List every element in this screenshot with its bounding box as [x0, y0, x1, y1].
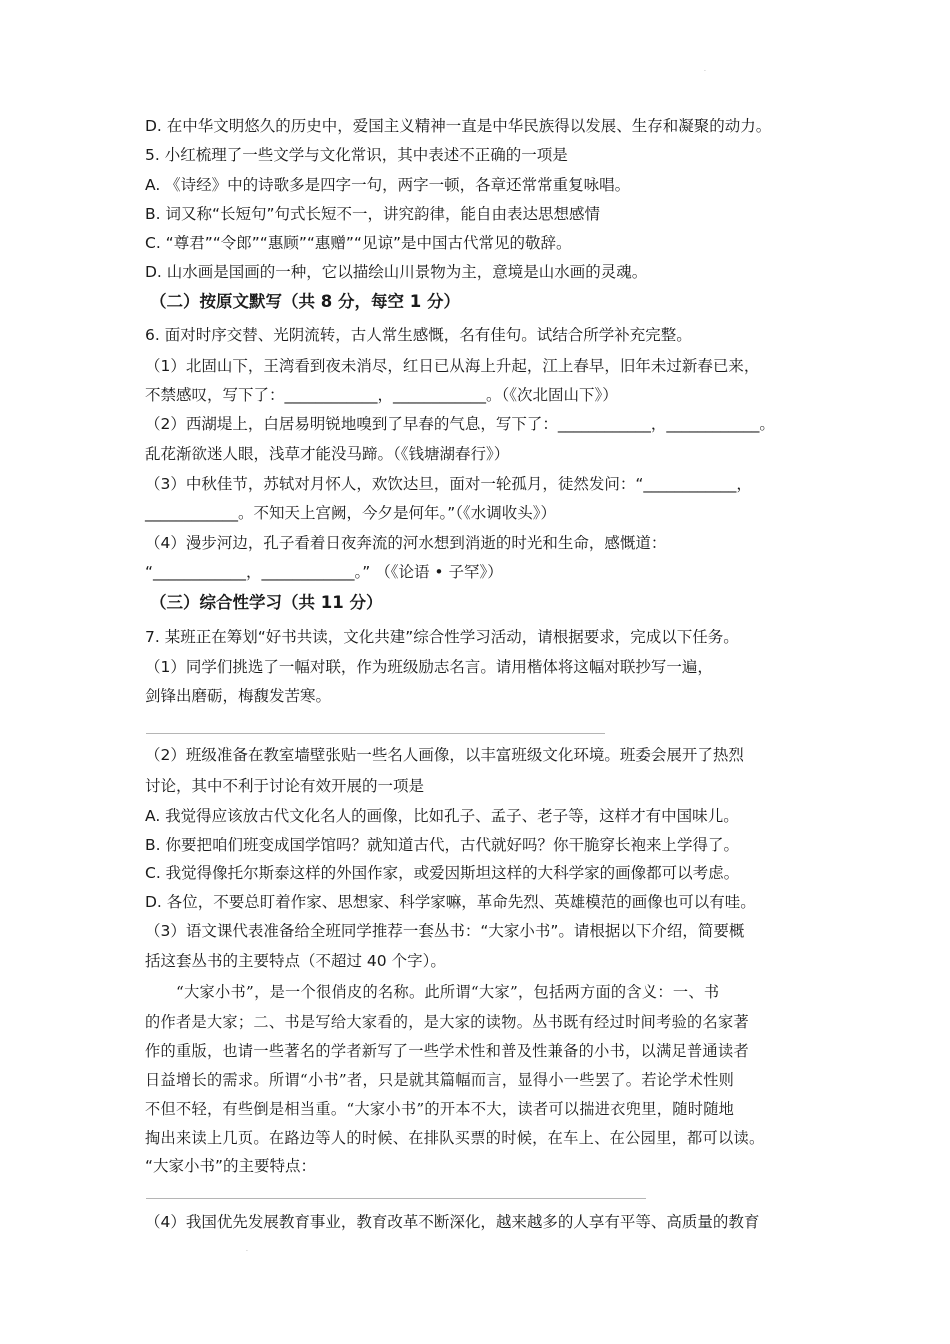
q5-stem: 5. 小红梳理了一些文学与文化常识，其中表述不正确的一项是	[145, 146, 568, 164]
passage-line-1: “大家小书”，是一个很俏皮的名称。此所谓“大家”，包括两方面的含义：一、书	[176, 983, 720, 1001]
section-2-heading: （二）按原文默写（共 8 分，每空 1 分）	[150, 292, 460, 311]
passage-line-5: 不但不轻，有些倒是相当重。“大家小书”的开本不大，读者可以揣进衣兜里，随时随地	[145, 1100, 735, 1118]
q7-part2-option-a: A. 我觉得应该放古代文化名人的画像，比如孔子、孟子、老子等，这样才有中国味儿。	[145, 807, 739, 825]
q7-part4-line: （4）我国优先发展教育事业，教育改革不断深化，越来越多的人享有平等、高质量的教育	[145, 1213, 760, 1231]
q7-part2-option-c: C. 我觉得像托尔斯泰这样的外国作家，或爱因斯坦这样的大科学家的画像都可以考虑。	[145, 864, 740, 882]
section-3-heading: （三）综合性学习（共 11 分）	[150, 593, 383, 612]
q7-couplet: 剑锋出磨砺，梅馥发苦寒。	[145, 687, 332, 705]
q7-stem: 7. 某班正在筹划“好书共读，文化共建”综合性学习活动，请根据要求，完成以下任务。	[145, 628, 739, 646]
q6-line-1: （1）北固山下，王湾看到夜未消尽，红日已从海上升起，江上春早，旧年未过新春已来，	[145, 357, 760, 375]
answer-line	[146, 733, 605, 734]
q6-line-7: （4）漫步河边，孔子看着日夜奔流的河水想到消逝的时光和生命，感慨道：	[145, 534, 667, 552]
q7-part2-line-2: 讨论，其中不利于讨论有效开展的一项是	[145, 777, 425, 795]
features-label: “大家小书”的主要特点：	[145, 1157, 317, 1175]
q6-line-5: （3）中秋佳节，苏轼对月怀人，欢饮达旦，面对一轮孤月，徒然发问：“____________，	[145, 475, 752, 493]
answer-line	[146, 1198, 646, 1199]
q6-line-4: 乱花渐欲迷人眼，浅草才能没马蹄。（《钱塘湖春行》）	[145, 445, 510, 463]
q7-part2-option-b: B. 你要把咱们班变成国学馆吗？就知道古代，古代就好吗？你干脆穿长袍来上学得了。	[145, 836, 739, 854]
q6-line-6: ____________。不知天上宫阙，今夕是何年。”（《水调收头》）	[145, 504, 557, 522]
passage-line-4: 日益增长的需求。所谓“小书”者，只是就其篇幅而言，显得小一些罢了。若论学术性则	[145, 1071, 735, 1089]
q5-option-b: B. 词又称“长短句”句式长短不一，讲究韵律，能自由表达思想感情	[145, 205, 601, 223]
q7-part3-line-1: （3）语文课代表准备给全班同学推荐一套丛书：“大家小书”。请根据以下介绍，简要概	[145, 922, 745, 940]
q5-option-d: D. 山水画是国画的一种，它以描绘山川景物为主，意境是山水画的灵魂。	[145, 263, 648, 281]
passage-line-2: 的作者是大家；二、书是写给大家看的，是大家的读物。丛书既有经过时间考验的名家著	[145, 1013, 750, 1031]
q7-part2-line-1: （2）班级准备在教室墙壁张贴一些名人画像，以丰富班级文化环境。班委会展开了热烈	[145, 746, 744, 764]
corner-mark: .	[704, 66, 706, 73]
passage-line-6: 掏出来读上几页。在路边等人的时候、在排队买票的时候，在车上、在公园里，都可以读。	[145, 1129, 765, 1147]
footer-mark: .	[246, 1246, 248, 1253]
q7-part3-line-2: 括这套丛书的主要特点（不超过 40 个字）。	[145, 952, 446, 970]
q6-stem: 6. 面对时序交替、光阴流转，古人常生感慨，名有佳句。试结合所学补充完整。	[145, 326, 692, 344]
q6-line-3: （2）西湖堤上，白居易明锐地嗅到了早春的气息，写下了：____________，____________。	[145, 415, 775, 433]
q5-option-a: A. 《诗经》中的诗歌多是四字一句，两字一顿，各章还常常重复咏唱。	[145, 176, 631, 194]
passage-line-3: 作的重版，也请一些著名的学者新写了一些学术性和普及性兼备的小书，以满足普通读者	[145, 1042, 750, 1060]
q6-line-2: 不禁感叹，写下了：____________，____________。（《次北固山下》）	[145, 386, 618, 404]
q6-line-8: “____________，____________。” （《论语 • 子罕》）	[145, 563, 503, 581]
q7-part1-prompt: （1）同学们挑选了一幅对联，作为班级励志名言。请用楷体将这幅对联抄写一遍，	[145, 658, 713, 676]
q7-part2-option-d: D. 各位，不要总盯着作家、思想家、科学家嘛，革命先烈、英雄模范的画像也可以有哇。	[145, 893, 756, 911]
q4-option-d: D. 在中华文明悠久的历史中，爱国主义精神一直是中华民族得以发展、生存和凝聚的动力。	[145, 117, 772, 135]
q5-option-c: C. “尊君”“令郎”“惠顾”“惠赠”“见谅”是中国古代常见的敬辞。	[145, 234, 572, 252]
